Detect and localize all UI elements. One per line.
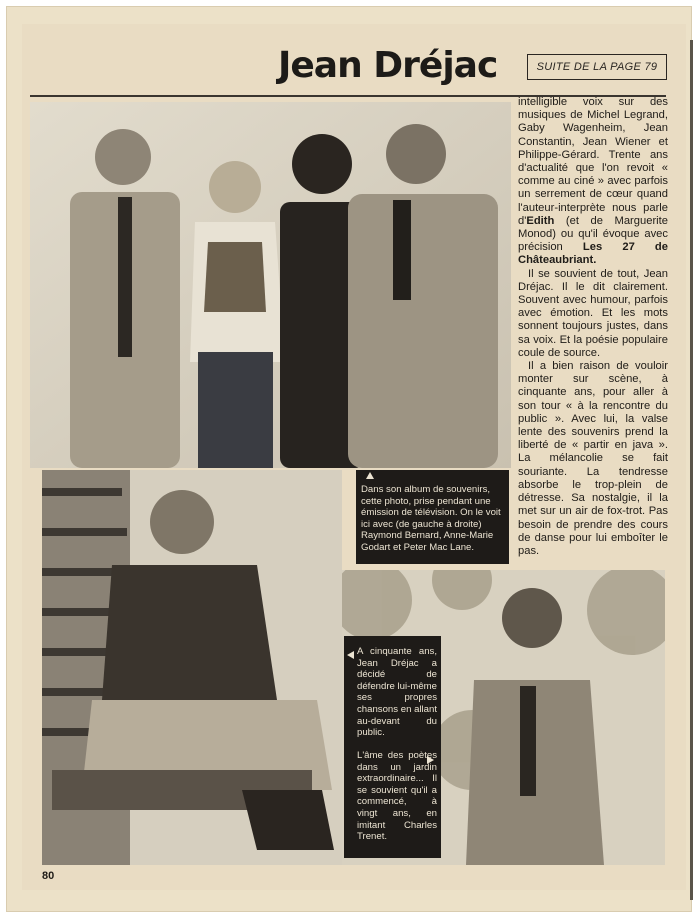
article-paragraph-3: Il a bien raison de vouloir monter sur scène, à cinquante ans, pour aller à son tour « à la rencontre du public ». Avec lui, la valse lente des souvenirs prend la liberté de « partir en java ». La mélancolie se fait souriante. La tendresse absorbe le trop-plein de détresse. Sa nostalgie, il la met sur un air de fox-trot. Pas besoin de prendre des cours de danse pour lui emboîter le pas. [518, 360, 668, 557]
arrow-right-icon [427, 756, 434, 764]
caption-stairs-text: A cinquante ans, Jean Dréjac a décidé de défendre lui-même ses propres chansons en allant au-devant du public. [357, 646, 438, 739]
stairs-photo [42, 470, 342, 865]
article-paragraph-1: intelligible voix sur des musiques de Michel Legrand, Gaby Wagenheim, Jean Constantin, Jean Wiener et Philippe-Gérard. Trente ans d'actualité que l'on revoit « comme au ciné » avec parfois un serrement de cœur quand l'auteur-interprète nous parle d'Edith (et de Marguerite Monod) ou qu'il évoque avec précision Les 27 de Châteaubriant. [518, 96, 668, 267]
arrow-left-icon [347, 651, 354, 659]
caption-group-photo [356, 470, 509, 564]
page-edge [690, 40, 693, 900]
article-paragraph-2: Il se souvient de tout, Jean Dréjac. Il le dit clairement. Souvent avec humour, parfois avec émotion. Et les mots sonnent toujours justes, dans sa voix. Et la poésie populaire coule de source. [518, 267, 668, 359]
caption-garden-text: L'âme des poètes dans un jardin extraordinaire... Il se souvient qu'il a commencé, à vingt ans, en imitant Charles Trenet. [357, 750, 437, 843]
arrow-up-icon [366, 472, 374, 479]
group-photo [30, 102, 511, 468]
continued-from-label: SUITE DE LA PAGE 79 [527, 54, 667, 80]
article-column [518, 96, 668, 558]
caption-stairs-garden [344, 636, 441, 858]
page-title: Jean Dréjac [278, 45, 498, 86]
page-number: 80 [42, 870, 55, 882]
caption-group-photo-text: Dans son album de souvenirs, cette photo, prise pendant une émission de télévision. On le voit ici avec (de gauche à droite) Raymond Bernard, Anne-Marie Godart et Peter Mac Lane. [361, 484, 501, 553]
